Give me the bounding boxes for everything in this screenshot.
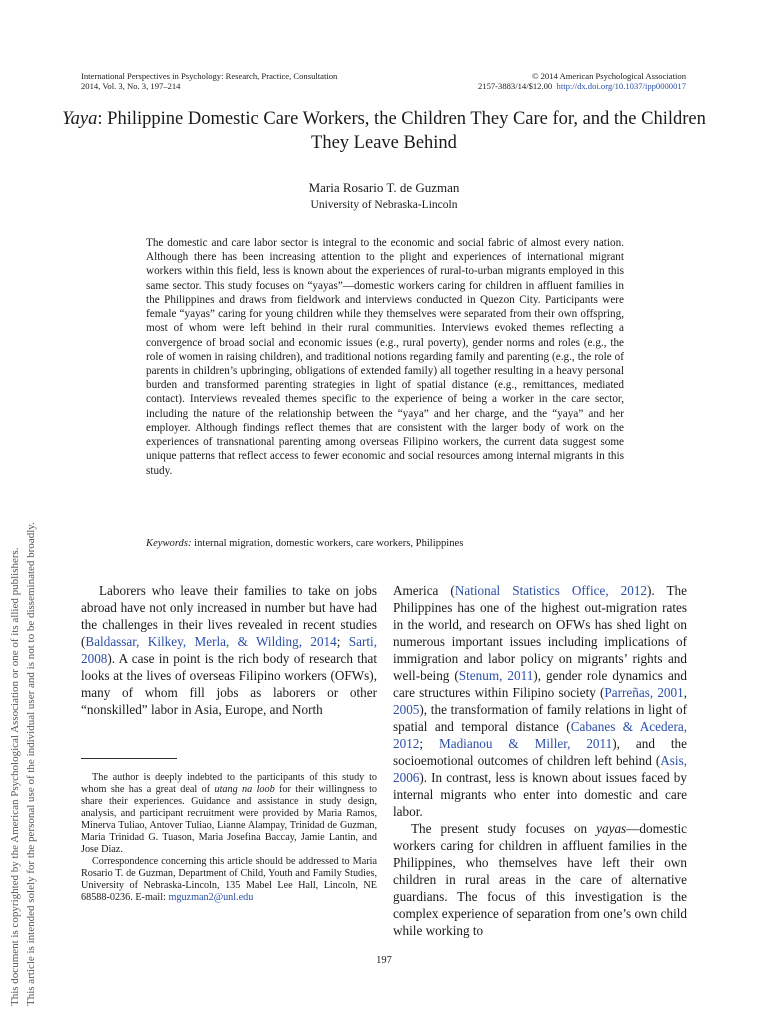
citation-link[interactable]: Cabanes & Acedera, 2012 [393, 719, 687, 751]
text-run: ), and the socioemotional outcomes of children left behind ( [393, 736, 687, 768]
page-number: 197 [376, 955, 392, 966]
author-name: Maria Rosario T. de Guzman [308, 180, 460, 195]
text-run: Laborers who leave their families to take on jobs abroad have not only increased in number but have had the challenges in their lives revealed in recent studies ( [81, 583, 377, 649]
copyright-block [430, 71, 686, 91]
correspondence [81, 856, 377, 904]
copyright-notice-line2: This article is intended solely for the personal use of the individual user and is not to be disseminated broadly. [25, 522, 37, 1006]
article-title [60, 107, 708, 155]
text-run: ). In contrast, less is known about issues faced by internal migrants who enter into domestic and care labor. [393, 770, 687, 819]
journal-name: International Perspectives in Psychology: Research, Practice, Consultation [81, 71, 338, 81]
copyright-notice-line1: This document is copyrighted by the American Psychological Association or one of its allied publishers. [9, 547, 21, 1006]
text-run: America ( [393, 583, 455, 598]
doi-link[interactable]: http://dx.doi.org/10.1037/ipp0000017 [556, 81, 686, 91]
text-run: ; [336, 634, 349, 649]
footnote-divider [81, 758, 177, 759]
citation-link[interactable]: Baldassar, Kilkey, Merla, & Wilding, 2014 [85, 634, 337, 649]
text-run: Correspondence concerning this article should be addressed to Maria Rosario T. de Guzman, Department of Child, Youth and Family Studies, University of Nebraska-Lincoln, 135 Mabel Lee Hall, Lincoln, NE 68588-0236. E-mail: [81, 856, 377, 904]
text-run: ). A case in point is the rich body of research that looks at the lives of overseas Filipino workers (OFWs), many of whom fill jobs as laborers or other “nonskilled” labor in Asia, Europe, and North [81, 651, 377, 717]
text-run: ), the transformation of family relations in light of spatial and temporal distance ( [393, 702, 687, 734]
text-run: , [683, 685, 687, 700]
body-column-left [81, 582, 377, 718]
text-run: The present study focuses on [411, 821, 597, 836]
citation-link[interactable]: Stenum, 2011 [458, 668, 534, 683]
text-run: ). The Philippines has one of the highest out-migration rates in the world, and research on OFWs has shed light on numerous important issues including implications of immigration and labor policy on migrants’ rights and well-being ( [393, 583, 687, 683]
body-column-right [393, 582, 687, 939]
citation-link[interactable]: Asis, 2006 [393, 753, 687, 785]
citation-link[interactable]: National Statistics Office, 2012 [454, 583, 648, 598]
paragraph [81, 582, 377, 718]
acknowledgment [81, 772, 377, 856]
title-italic: Yaya [62, 109, 98, 129]
keywords [146, 538, 624, 549]
abstract [146, 236, 624, 478]
citation-link[interactable]: 2005 [393, 702, 420, 717]
author-note [81, 772, 377, 905]
email-link[interactable]: mguzman2@unl.edu [168, 892, 254, 904]
abstract-text: The domestic and care labor sector is integral to the economic and social fabric of almost every nation. Although there has been increasing attention to the plight and experiences of international migrant workers within this field, less is known about the experiences of rural-to-urban migrants employed in this same sector. This study focuses on “yayas”—domestic workers caring for children in affluent families in the Philippines and draws from fieldwork and interviews conducted in Quezon City. Participants were female “yayas” caring for young children while they themselves were separated from their own offspring, most of whom were left behind in their rural communities. Interviews evoked themes reflecting a convergence of broad social and economic issues (e.g., rural poverty), gender norms and roles (e.g., the role of women in raising children), and traditional notions regarding family and parenting (e.g., the role of parents in children’s upbringing, obligations of extended family) all together resulting in a heavy personal burden and transformed parenting strategies in light of spatial distance (e.g., remittances, mediated contact). Interviews revealed themes specific to the experience of being a worker in the care sector, including the nature of the relationship between the “yaya” and her charge, and the “yaya” and her employer. Although findings reflect themes that are consistent with the larger body of work on the experiences of transnational parenting among overseas Filipino workers, the current data suggest some unique patterns that reflect access to fewer economic and social resources among internal migrants in this study. [146, 237, 624, 477]
paragraph [393, 582, 687, 820]
keywords-label: Keywords: [146, 538, 192, 549]
journal-citation [81, 71, 411, 91]
citation-link[interactable]: Parreñas, 2001 [604, 685, 684, 700]
citation-link[interactable]: Sarti, 2008 [81, 634, 377, 666]
copyright-line: © 2014 American Psychological Association [531, 71, 686, 81]
paragraph [393, 820, 687, 939]
author-affiliation: University of Nebraska-Lincoln [310, 199, 458, 211]
text-run: ), gender role dynamics and care structures within Filipino society ( [393, 668, 687, 700]
text-run: ; [419, 736, 439, 751]
text-run: utang na loob [214, 784, 275, 796]
text-run: —domestic workers caring for children in affluent families in the Philippines, who themselves have left their own children in rural areas in the care of alternative guardians. The focus of this investigation is the complex experience of separation from one’s own child while working to [393, 821, 687, 938]
journal-volume: 2014, Vol. 3, No. 3, 197–214 [81, 81, 181, 91]
text-run: yayas [596, 821, 627, 836]
keywords-list: internal migration, domestic workers, care workers, Philippines [191, 538, 464, 549]
text-run: The author is deeply indebted to the participants of this study to whom she has a great deal of [81, 772, 377, 796]
issn: 2157-3883/14/$12.00 [477, 81, 553, 91]
citation-link[interactable]: Madianou & Miller, 2011 [439, 736, 613, 751]
title-rest: : Philippine Domestic Care Workers, the Children They Care for, and the Children They Leave Behind [97, 109, 706, 153]
text-run: for their willingness to share their experiences. Guidance and assistance in study design, analysis, and participant recruitment were provided by Maria Ramos, Minerva Tuliao, Antover Tuliao, Lianne Alampay, Trinidad de Guzman, Maria Trinidad G. Tuason, Maria Josefina Baccay, Jamie Lantin, and Jose Diaz. [81, 784, 377, 856]
